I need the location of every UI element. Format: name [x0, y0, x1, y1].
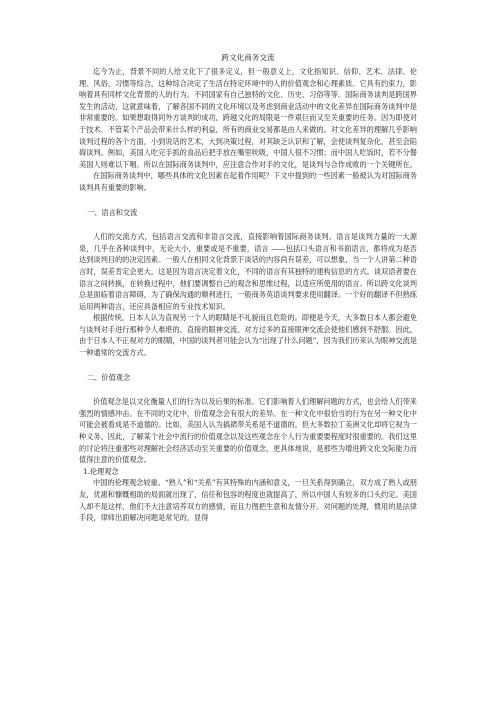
subsection-paragraph: 中国的伦理观念较重。“熟人”和“关系”有其特殊的内涵和意义，一旦关系得到确立，双方成了熟人或朋友，优惠和慷慨相助的局面就出现了，信任和包容的程度也就提高了，所以中国人有较多的口头约定。美国人却不是这样，他们不大注意培养双方的感情，而且力图把生意和友情分开。对问题的处理，惯用的是法律手段，律师出面解决问题是常见的，显得: [79, 478, 417, 523]
section-paragraph: 价值观念是以文化衡量人们的行为以及后果的标准。它们影响着人们理解问题的方式，也会给人们带来强烈的情感冲击。在不同的文化中，价值观念会有很大的差异。在一种文化中很恰当的行为在另一种文化中可能会被看成是不道德的。比如，美国人认为搞裙带关系是不道德的，但大多数拉丁美洲文化却将它视为一种义务。因此，了解某个社会中流行的价值观念以及这些观念在个人行为重要要程度时很重要的。我们这里的讨论将注重那些对理解社会经济活动至关重要的价值观念，更具体地说，是那些为增进跨文化交际能力而值得注意的价值观念。: [79, 397, 417, 465]
document-title: 跨文化商务交流: [221, 53, 275, 62]
section-paragraph: 根据传统，日本人认为直视另一个人的眼睛是不礼貌而且危险的。即便是今天，大多数日本人都会避免与谈判对手进行那种令人难堪的、直接的眼神交流。对方过多的直接眼神交流会使他们感到不舒服。因此，由于日本人不正视对方的眼睛，中国的谈判者可能会认为“出现了什么问题”，因为我们历来认为眼神交流是一种通常的交流方式。: [79, 313, 417, 358]
intro-paragraph: 迄今为止，背景不同的人给文化下了很多定义，但一般意义上，文化指知识、信仰、艺术、法律、伦理、风俗、习惯等综合，这种综合决定了生活在特定环境中的人的价值观念和心理素质。它具有约束力，影响着具有同样文化背景的人的行为。不同国家有自己独特的文化、历史、习俗等等。国际商务谈判是跨国界发生的活动，这就意味着，了解各国不同的文化环境以及考虑到商业活动中的文化差异在国际商务谈判中是非常重要的。如果想取得同外方谈判的成功，跨越文化的局限是一件艰巨而又至关重要的任务。因为即使对于技术、不管某个产品会带来什么样的利益，所有的商业交易都是由人来做的。对文化差异的理解几乎影响谈判过程的各个方面，小到说话的艺术，大到决策过程，对其缺乏认识和了解，会使谈判复杂化，甚至会陷碍谈判。例如，美国人吃完手抓的食品后把手放在嘴里吮吸，中国人很不习惯；而中国人吃饭时，若不分餐美国人则难以下咽。所以在国际商务谈判中，应注意合作对手的文化，是谈判与合作成败的一个关键所在。: [79, 67, 417, 169]
section-paragraph: 人们的交流方式，包括语言交流和非语言交流，直接影响着国际商务谈判。语言是谈判力量的一大源泉，几乎在各种谈判中，无论大小，重要或是不重要，语言 ——包括口头语言和书面语言，都将成为是否达到谈判目的的决定因素。一般人在相同文化背景下谈话的内容尚有误差，可以想象，当一个人讲第二种语言时，误差肯定会更大，这是因为语言决定着文化，不同的语言有其独特的建构信息的方式。谈双语者要在语言之间转换，在转换过程中，他们要调整自己的观念和思维过程，以适应所使用的语言。所以跨文化谈判总是面临着语言障碍，为了确保沟通的顺利进行，一般商务英语谈判要求使用翻译。一个好的翻译不但熟练运用两种语言，还应具备相应的专业技术知识。: [79, 232, 417, 311]
intro-paragraph: 在国际商务谈判中，哪些具体的文化因素在起着作用呢？下文中提到的一些因素一般被认为对国际商务谈判具有重要的影响。: [79, 171, 417, 192]
subsection-heading: 1.伦理观念: [83, 466, 119, 476]
section-heading: 一、语言和交流: [87, 207, 138, 217]
document-page: [79, 52, 417, 524]
section-heading: 二、价值观念: [87, 372, 131, 382]
